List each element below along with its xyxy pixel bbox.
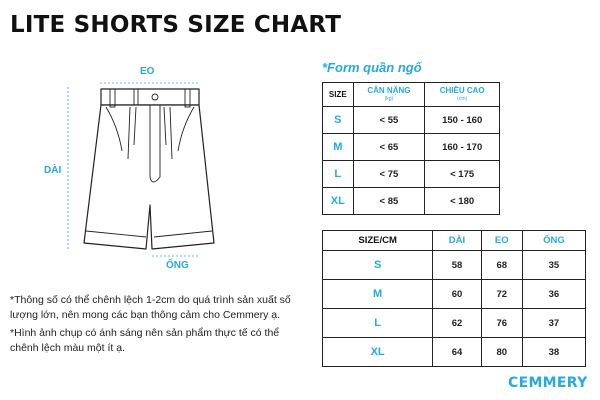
size-weight-height-table [322, 82, 500, 215]
table-row: L 62 76 37 [323, 309, 586, 338]
table-row: M 60 72 36 [323, 280, 586, 309]
table-row: L < 75 < 175 [323, 161, 500, 188]
eo-label: EO [140, 66, 155, 77]
header-size-cm: SIZE/CM [323, 231, 433, 251]
header-leg-opening: ỐNG [522, 231, 585, 251]
dai-label: DÀI [44, 165, 62, 176]
header-height: CHIỀU CAO (cm) [425, 83, 500, 107]
ong-label: ỐNG [166, 260, 189, 271]
note-2: *Hình ảnh chụp có ánh sáng nên sản phẩm thực tế có thể chênh lệch màu một ít ạ. [10, 327, 280, 354]
header-weight: CÂN NẶNG (kg) [353, 83, 425, 107]
note-1: *Thông số có thể chênh lệch 1-2cm do quá trình sản xuất số lượng lớn, nên mong các bạn thông cảm cho Cemmery ạ. [10, 294, 291, 321]
table-row: M < 65 160 - 170 [323, 134, 500, 161]
table-row: S 58 68 35 [323, 251, 586, 280]
header-size: SIZE [323, 83, 354, 107]
size-measurement-table [322, 230, 586, 367]
header-length: DÀI [433, 231, 481, 251]
page-title: LITE SHORTS SIZE CHART [10, 12, 342, 38]
table-row: S < 55 150 - 160 [323, 107, 500, 134]
brand-logo: CEMMERY [508, 375, 588, 391]
form-title: *Form quần ngố [322, 60, 422, 75]
table-row: XL < 85 < 180 [323, 188, 500, 215]
table-row: XL 64 80 38 [323, 338, 586, 367]
header-waist: EO [481, 231, 522, 251]
shorts-diagram [0, 55, 310, 285]
notes [10, 293, 310, 359]
